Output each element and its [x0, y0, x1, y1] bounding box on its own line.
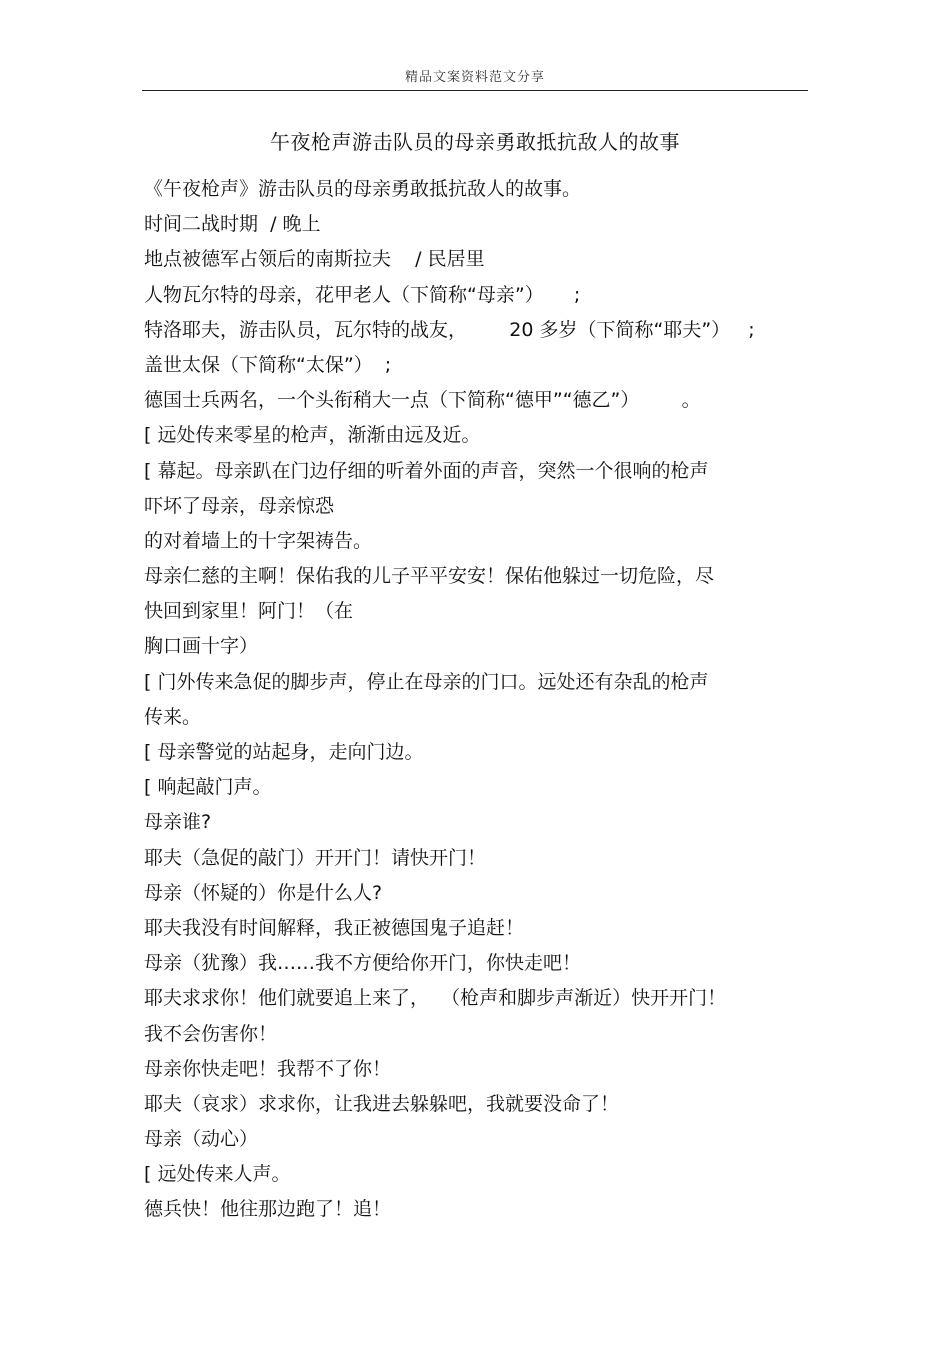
body-line: 人物瓦尔特的母亲，花甲老人（下简称“母亲”） ; [144, 283, 581, 306]
body-line: [ 门外传来急促的脚步声，停止在母亲的门口。远处还有杂乱的枪声 [144, 670, 709, 693]
body-line: 的对着墙上的十字架祷告。 [144, 529, 373, 552]
body-line: [ 母亲警觉的站起身，走向门边。 [144, 741, 424, 763]
body-line: 胸口画十字） [144, 635, 259, 658]
body-line: [ 幕起。母亲趴在门边仔细的听着外面的声音，突然一个很响的枪声 [144, 459, 709, 482]
body-line: 德兵快！他往那边跑了！追！ [144, 1198, 392, 1221]
document-title: 午夜枪声游击队员的母亲勇敢抵抗敌人的故事 [270, 130, 680, 154]
body-line: 传来。 [144, 705, 202, 728]
body-line: 母亲仁慈的主啊！保佑我的儿子平平安安！保佑他躲过一切危险，尽 [144, 565, 715, 588]
body-line: 母亲你快走吧！我帮不了你！ [144, 1057, 392, 1080]
body-line: 盖世太保（下简称“太保”） ; [144, 353, 392, 376]
header-divider [142, 90, 808, 91]
body-line: 母亲（动心） [144, 1128, 259, 1151]
body-line: 快回到家里！阿门！（在 [144, 600, 354, 623]
body-line: [ 远处传来人声。 [144, 1163, 291, 1186]
body-line: [ 响起敲门声。 [144, 776, 272, 799]
body-line: 德国士兵两名，一个头衔稍大一点（下简称“德甲”“德乙”） 。 [144, 389, 701, 412]
body-line: 时间二战时期 / 晚上 [144, 213, 321, 236]
body-line: 地点被德军占领后的南斯拉夫 / 民居里 [144, 248, 485, 271]
body-line: 母亲（怀疑的）你是什么人? [144, 881, 383, 904]
body-line: 耶夫（急促的敲门）开开门！请快开门！ [144, 846, 487, 869]
body-line: 特洛耶夫，游击队员，瓦尔特的战友， 20 多岁（下简称“耶夫”） ; [144, 318, 755, 341]
body-line: 耶夫我没有时间解释，我正被德国鬼子追赶！ [144, 916, 525, 939]
body-line: 母亲谁? [144, 811, 212, 834]
body-line: 耶夫（哀求）求求你，让我进去躲躲吧，我就要没命了！ [144, 1092, 620, 1115]
body-line: 《午夜枪声》游击队员的母亲勇敢抵抗敌人的故事。 [144, 178, 582, 200]
body-line: 我不会伤害你！ [144, 1022, 278, 1045]
body-line: 吓坏了母亲，母亲惊恐 [144, 494, 335, 517]
body-line: 母亲（犹豫）我……我不方便给你开门，你快走吧！ [144, 952, 582, 975]
running-header: 精品文案资料范文分享 [404, 70, 545, 85]
document-body [144, 172, 824, 1228]
body-line: 耶夫求求你！他们就要追上来了， （枪声和脚步声渐近）快开开门！ [144, 987, 727, 1010]
body-line: [ 远处传来零星的枪声，渐渐由远及近。 [144, 424, 481, 447]
